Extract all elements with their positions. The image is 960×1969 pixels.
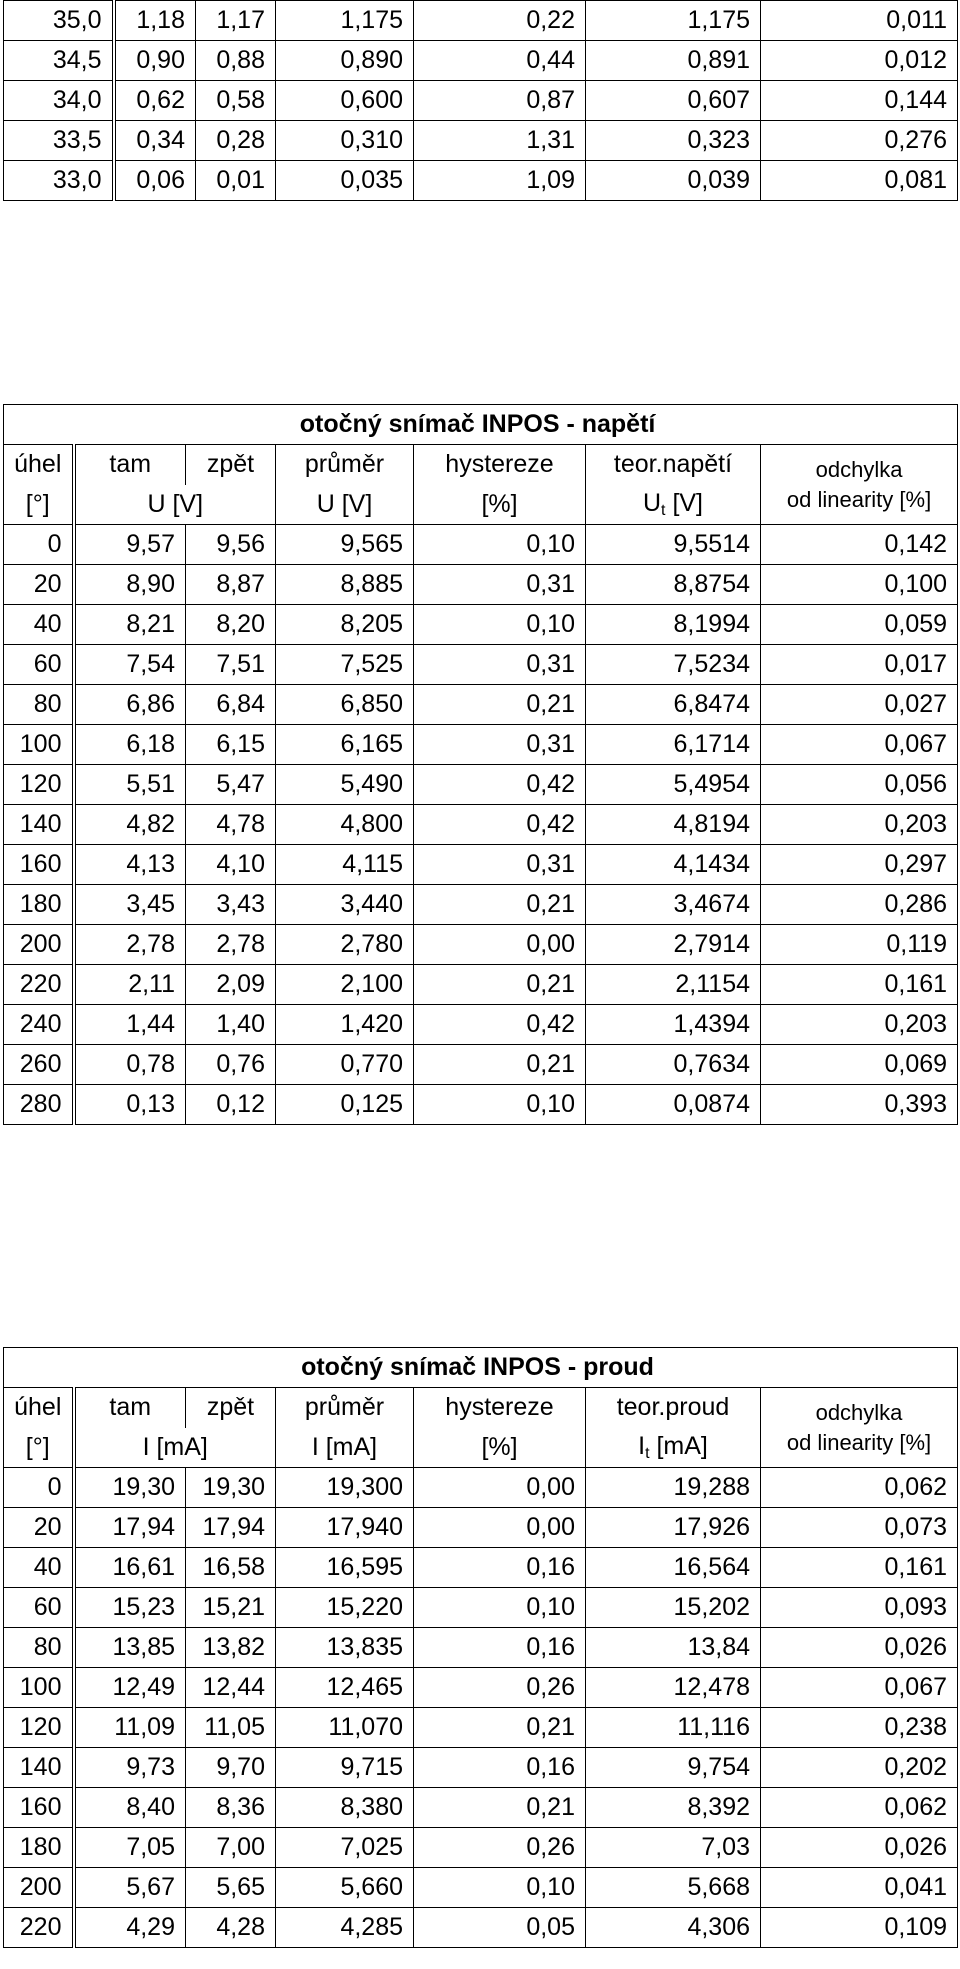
table-cell: 0,125	[276, 1085, 414, 1125]
table-cell: 0,286	[761, 885, 958, 925]
table-cell: 5,490	[276, 765, 414, 805]
table-cell: 15,23	[74, 1588, 186, 1628]
table-cell: 35,0	[4, 1, 114, 41]
table-title: otočný snímač INPOS - proud	[4, 1348, 958, 1388]
table-cell: 0,069	[761, 1045, 958, 1085]
table-cell: 3,4674	[586, 885, 761, 925]
table-cell: 0,039	[586, 161, 761, 201]
col-header-odchylka	[761, 1388, 958, 1468]
table-cell: 1,17	[196, 1, 276, 41]
table-cell: 17,926	[586, 1508, 761, 1548]
table-cell: 0,161	[761, 1548, 958, 1588]
table-cell: 100	[4, 725, 74, 765]
table-cell: 0,142	[761, 525, 958, 565]
table-cell: 0,31	[414, 725, 586, 765]
table-cell: 6,15	[186, 725, 276, 765]
table-cell: 0,21	[414, 1788, 586, 1828]
table-cell: 0,093	[761, 1588, 958, 1628]
table-cell: 0,05	[414, 1908, 586, 1948]
table-row	[4, 1748, 958, 1788]
table-row	[4, 925, 958, 965]
table-cell: 0,067	[761, 725, 958, 765]
table-cell: 80	[4, 685, 74, 725]
table-row	[4, 725, 958, 765]
table-cell: 0,21	[414, 685, 586, 725]
table-cell: 9,57	[74, 525, 186, 565]
unit-teor-unit: [V]	[672, 488, 704, 517]
table-cell: 6,165	[276, 725, 414, 765]
table-cell: 6,1714	[586, 725, 761, 765]
table-cell: 2,09	[186, 965, 276, 1005]
table-cell: 9,565	[276, 525, 414, 565]
table-cell: 12,44	[186, 1668, 276, 1708]
table-cell: 20	[4, 565, 74, 605]
table-cell: 4,13	[74, 845, 186, 885]
table-cell: 8,36	[186, 1788, 276, 1828]
unit-tam: I [mA]	[74, 1428, 276, 1468]
table-cell: 5,4954	[586, 765, 761, 805]
table-cell: 0,42	[414, 1005, 586, 1045]
table-cell: 2,7914	[586, 925, 761, 965]
table-cell: 11,116	[586, 1708, 761, 1748]
table-cell: 1,09	[414, 161, 586, 201]
table-cell: 8,392	[586, 1788, 761, 1828]
table-row	[4, 41, 958, 81]
table-row	[4, 1508, 958, 1548]
table-cell: 200	[4, 925, 74, 965]
table-cell: 0,31	[414, 645, 586, 685]
table-cell: 0,607	[586, 81, 761, 121]
table-cell: 3,43	[186, 885, 276, 925]
table-cell: 0,00	[414, 1508, 586, 1548]
table-row	[4, 1588, 958, 1628]
table-cell: 12,49	[74, 1668, 186, 1708]
table-cell: 0,161	[761, 965, 958, 1005]
continuation-table-body	[4, 1, 958, 201]
table-cell: 0,202	[761, 1748, 958, 1788]
table-cell: 0,067	[761, 1668, 958, 1708]
table-cell: 9,754	[586, 1748, 761, 1788]
table-cell: 15,220	[276, 1588, 414, 1628]
table-cell: 9,5514	[586, 525, 761, 565]
table-cell: 7,51	[186, 645, 276, 685]
table-cell: 3,440	[276, 885, 414, 925]
table-cell: 8,87	[186, 565, 276, 605]
table-cell: 5,47	[186, 765, 276, 805]
table-cell: 16,61	[74, 1548, 186, 1588]
table-cell: 220	[4, 1908, 74, 1948]
table-cell: 1,420	[276, 1005, 414, 1045]
unit-teor-symbol: U	[642, 488, 662, 517]
table-cell: 4,306	[586, 1908, 761, 1948]
table-cell: 4,800	[276, 805, 414, 845]
table-cell: 0,310	[276, 121, 414, 161]
table-cell: 0,28	[196, 121, 276, 161]
table-row	[4, 1668, 958, 1708]
table-cell: 12,478	[586, 1668, 761, 1708]
table-cell: 8,90	[74, 565, 186, 605]
table-cell: 7,54	[74, 645, 186, 685]
table-cell: 0,056	[761, 765, 958, 805]
odchylka-line1: odchylka	[815, 1399, 903, 1425]
table-cell: 17,94	[74, 1508, 186, 1548]
table-cell: 0,34	[114, 121, 196, 161]
col-header-zpet: zpět	[186, 1388, 276, 1428]
unit-teor-subscript: t	[645, 1444, 650, 1462]
table-row	[4, 1468, 958, 1508]
table-cell: 2,100	[276, 965, 414, 1005]
table-cell: 6,18	[74, 725, 186, 765]
table-cell: 5,51	[74, 765, 186, 805]
table-cell: 0,44	[414, 41, 586, 81]
table-cell: 140	[4, 805, 74, 845]
table-cell: 0	[4, 1468, 74, 1508]
table-row	[4, 845, 958, 885]
table-cell: 0,58	[196, 81, 276, 121]
table-cell: 7,03	[586, 1828, 761, 1868]
unit-teor	[586, 1428, 761, 1468]
table-cell: 16,564	[586, 1548, 761, 1588]
table-cell: 0,31	[414, 565, 586, 605]
table-cell: 0	[4, 525, 74, 565]
col-header-teor: teor.napětí	[586, 445, 761, 485]
col-header-hystereze: hystereze	[414, 1388, 586, 1428]
table-row	[4, 121, 958, 161]
table-cell: 0,073	[761, 1508, 958, 1548]
table-cell: 0,26	[414, 1668, 586, 1708]
table-row	[4, 1828, 958, 1868]
unit-prumer: U [V]	[276, 485, 414, 525]
table-cell: 17,940	[276, 1508, 414, 1548]
table-cell: 0,600	[276, 81, 414, 121]
table-cell: 8,1994	[586, 605, 761, 645]
table-cell: 60	[4, 1588, 74, 1628]
table-cell: 80	[4, 1628, 74, 1668]
table-cell: 1,40	[186, 1005, 276, 1045]
table-cell: 34,5	[4, 41, 114, 81]
table-cell: 0,90	[114, 41, 196, 81]
table-cell: 0,770	[276, 1045, 414, 1085]
table-cell: 19,30	[74, 1468, 186, 1508]
table-cell: 19,300	[276, 1468, 414, 1508]
table-cell: 180	[4, 885, 74, 925]
unit-angle: [°]	[4, 485, 74, 525]
table-cell: 2,78	[74, 925, 186, 965]
table-cell: 7,5234	[586, 645, 761, 685]
table-cell: 7,025	[276, 1828, 414, 1868]
table-cell: 0,012	[761, 41, 958, 81]
table-cell: 280	[4, 1085, 74, 1125]
table-cell: 6,850	[276, 685, 414, 725]
table-cell: 0,027	[761, 685, 958, 725]
table-cell: 6,84	[186, 685, 276, 725]
table-cell: 100	[4, 1668, 74, 1708]
table-row	[4, 81, 958, 121]
table-cell: 0,22	[414, 1, 586, 41]
table-cell: 8,21	[74, 605, 186, 645]
table-cell: 4,1434	[586, 845, 761, 885]
unit-teor-subscript: t	[661, 501, 666, 519]
table-cell: 6,86	[74, 685, 186, 725]
table-cell: 5,67	[74, 1868, 186, 1908]
table-row	[4, 685, 958, 725]
odchylka-line1: odchylka	[815, 456, 903, 482]
table-row	[4, 1788, 958, 1828]
table-cell: 0,238	[761, 1708, 958, 1748]
table-cell: 0,42	[414, 805, 586, 845]
table-cell: 2,11	[74, 965, 186, 1005]
unit-angle: [°]	[4, 1428, 74, 1468]
table-cell: 1,44	[74, 1005, 186, 1045]
table-cell: 0,26	[414, 1828, 586, 1868]
table-row	[4, 605, 958, 645]
table-cell: 0,203	[761, 805, 958, 845]
table-cell: 0,062	[761, 1788, 958, 1828]
table-cell: 0,081	[761, 161, 958, 201]
col-header-angle: úhel	[4, 1388, 74, 1428]
table-cell: 0,10	[414, 605, 586, 645]
unit-hystereze: [%]	[414, 485, 586, 525]
col-header-prumer: průměr	[276, 445, 414, 485]
table-cell: 0,16	[414, 1548, 586, 1588]
unit-prumer: I [mA]	[276, 1428, 414, 1468]
table-cell: 120	[4, 765, 74, 805]
table-cell: 0,119	[761, 925, 958, 965]
table-cell: 11,05	[186, 1708, 276, 1748]
col-header-tam: tam	[74, 445, 186, 485]
voltage-table-body	[4, 525, 958, 1125]
table-cell: 0,00	[414, 1468, 586, 1508]
table-cell: 0,21	[414, 1045, 586, 1085]
table-cell: 8,40	[74, 1788, 186, 1828]
table-cell: 9,70	[186, 1748, 276, 1788]
table-cell: 15,202	[586, 1588, 761, 1628]
current-table	[3, 1347, 958, 1948]
table-cell: 19,30	[186, 1468, 276, 1508]
table-row	[4, 645, 958, 685]
unit-teor-symbol: I	[638, 1431, 646, 1460]
voltage-table	[3, 404, 958, 1125]
table-cell: 0,203	[761, 1005, 958, 1045]
col-header-zpet: zpět	[186, 445, 276, 485]
table-cell: 0,891	[586, 41, 761, 81]
unit-teor-unit: [mA]	[656, 1431, 708, 1460]
table-row	[4, 1908, 958, 1948]
table-row	[4, 525, 958, 565]
table-row	[4, 885, 958, 925]
table-cell: 0,059	[761, 605, 958, 645]
col-header-prumer: průměr	[276, 1388, 414, 1428]
table-cell: 0,100	[761, 565, 958, 605]
table-cell: 20	[4, 1508, 74, 1548]
table-cell: 220	[4, 965, 74, 1005]
table-cell: 13,85	[74, 1628, 186, 1668]
table-cell: 0,21	[414, 885, 586, 925]
odchylka-line2: od linearity [%]	[786, 1429, 932, 1455]
table-cell: 180	[4, 1828, 74, 1868]
table-cell: 0,88	[196, 41, 276, 81]
continuation-table	[3, 0, 958, 201]
table-cell: 0,10	[414, 525, 586, 565]
current-table-body	[4, 1468, 958, 1948]
table-cell: 0,890	[276, 41, 414, 81]
table-cell: 11,09	[74, 1708, 186, 1748]
table-cell: 0,62	[114, 81, 196, 121]
unit-teor	[586, 485, 761, 525]
col-header-angle: úhel	[4, 445, 74, 485]
table-cell: 160	[4, 1788, 74, 1828]
table-cell: 5,668	[586, 1868, 761, 1908]
table-cell: 1,4394	[586, 1005, 761, 1045]
table-cell: 0,109	[761, 1908, 958, 1948]
table-cell: 9,715	[276, 1748, 414, 1788]
table-cell: 7,00	[186, 1828, 276, 1868]
table-cell: 0,011	[761, 1, 958, 41]
table-cell: 0,026	[761, 1628, 958, 1668]
table-cell: 0,062	[761, 1468, 958, 1508]
table-cell: 1,175	[586, 1, 761, 41]
table-cell: 0,01	[196, 161, 276, 201]
table-cell: 4,82	[74, 805, 186, 845]
table-cell: 8,20	[186, 605, 276, 645]
table-cell: 0,00	[414, 925, 586, 965]
table-cell: 7,525	[276, 645, 414, 685]
table-cell: 0,0874	[586, 1085, 761, 1125]
table-cell: 0,041	[761, 1868, 958, 1908]
table-cell: 140	[4, 1748, 74, 1788]
table-cell: 0,7634	[586, 1045, 761, 1085]
unit-tam: U [V]	[74, 485, 276, 525]
table-cell: 0,393	[761, 1085, 958, 1125]
table-cell: 240	[4, 1005, 74, 1045]
table-cell: 0,017	[761, 645, 958, 685]
table-cell: 11,070	[276, 1708, 414, 1748]
table-cell: 9,73	[74, 1748, 186, 1788]
table-cell: 4,285	[276, 1908, 414, 1948]
table-cell: 19,288	[586, 1468, 761, 1508]
table-cell: 40	[4, 1548, 74, 1588]
table-cell: 8,205	[276, 605, 414, 645]
table-cell: 33,5	[4, 121, 114, 161]
table-row	[4, 965, 958, 1005]
table-cell: 1,31	[414, 121, 586, 161]
table-cell: 0,42	[414, 765, 586, 805]
col-header-odchylka	[761, 445, 958, 525]
table-cell: 0,21	[414, 965, 586, 1005]
table-cell: 8,380	[276, 1788, 414, 1828]
table-row	[4, 1005, 958, 1045]
table-cell: 3,45	[74, 885, 186, 925]
table-row	[4, 1628, 958, 1668]
table-row	[4, 765, 958, 805]
table-cell: 4,78	[186, 805, 276, 845]
table-cell: 15,21	[186, 1588, 276, 1628]
table-cell: 2,780	[276, 925, 414, 965]
table-cell: 0,035	[276, 161, 414, 201]
table-cell: 0,16	[414, 1748, 586, 1788]
table-cell: 9,56	[186, 525, 276, 565]
table-cell: 0,297	[761, 845, 958, 885]
table-cell: 4,8194	[586, 805, 761, 845]
table-cell: 16,58	[186, 1548, 276, 1588]
table-row	[4, 1085, 958, 1125]
table-row	[4, 805, 958, 845]
table-cell: 34,0	[4, 81, 114, 121]
table-row	[4, 1868, 958, 1908]
table-cell: 0,144	[761, 81, 958, 121]
table-cell: 16,595	[276, 1548, 414, 1588]
table-row	[4, 1548, 958, 1588]
table-cell: 7,05	[74, 1828, 186, 1868]
table-cell: 120	[4, 1708, 74, 1748]
table-cell: 5,660	[276, 1868, 414, 1908]
table-row	[4, 1045, 958, 1085]
table-cell: 13,835	[276, 1628, 414, 1668]
table-cell: 160	[4, 845, 74, 885]
table-cell: 200	[4, 1868, 74, 1908]
table-row	[4, 161, 958, 201]
table-cell: 0,76	[186, 1045, 276, 1085]
table-row	[4, 1, 958, 41]
table-cell: 13,84	[586, 1628, 761, 1668]
table-cell: 2,78	[186, 925, 276, 965]
table-cell: 4,10	[186, 845, 276, 885]
col-header-hystereze: hystereze	[414, 445, 586, 485]
table-cell: 1,175	[276, 1, 414, 41]
table-row	[4, 1708, 958, 1748]
table-cell: 0,12	[186, 1085, 276, 1125]
table-cell: 0,31	[414, 845, 586, 885]
table-cell: 8,8754	[586, 565, 761, 605]
table-cell: 2,1154	[586, 965, 761, 1005]
table-cell: 4,115	[276, 845, 414, 885]
table-cell: 60	[4, 645, 74, 685]
odchylka-line2: od linearity [%]	[786, 486, 932, 512]
table-cell: 0,06	[114, 161, 196, 201]
table-cell: 6,8474	[586, 685, 761, 725]
table-cell: 0,21	[414, 1708, 586, 1748]
table-title: otočný snímač INPOS - napětí	[4, 405, 958, 445]
table-cell: 12,465	[276, 1668, 414, 1708]
table-cell: 0,10	[414, 1588, 586, 1628]
table-cell: 13,82	[186, 1628, 276, 1668]
table-cell: 4,29	[74, 1908, 186, 1948]
table-cell: 0,87	[414, 81, 586, 121]
table-cell: 0,276	[761, 121, 958, 161]
table-cell: 0,323	[586, 121, 761, 161]
table-cell: 0,78	[74, 1045, 186, 1085]
table-cell: 5,65	[186, 1868, 276, 1908]
table-cell: 33,0	[4, 161, 114, 201]
unit-hystereze: [%]	[414, 1428, 586, 1468]
table-row	[4, 565, 958, 605]
col-header-tam: tam	[74, 1388, 186, 1428]
table-cell: 0,13	[74, 1085, 186, 1125]
table-cell: 0,10	[414, 1868, 586, 1908]
table-cell: 8,885	[276, 565, 414, 605]
table-cell: 260	[4, 1045, 74, 1085]
table-cell: 0,026	[761, 1828, 958, 1868]
table-cell: 40	[4, 605, 74, 645]
table-cell: 0,10	[414, 1085, 586, 1125]
table-cell: 17,94	[186, 1508, 276, 1548]
table-cell: 1,18	[114, 1, 196, 41]
col-header-teor: teor.proud	[586, 1388, 761, 1428]
table-cell: 4,28	[186, 1908, 276, 1948]
table-cell: 0,16	[414, 1628, 586, 1668]
